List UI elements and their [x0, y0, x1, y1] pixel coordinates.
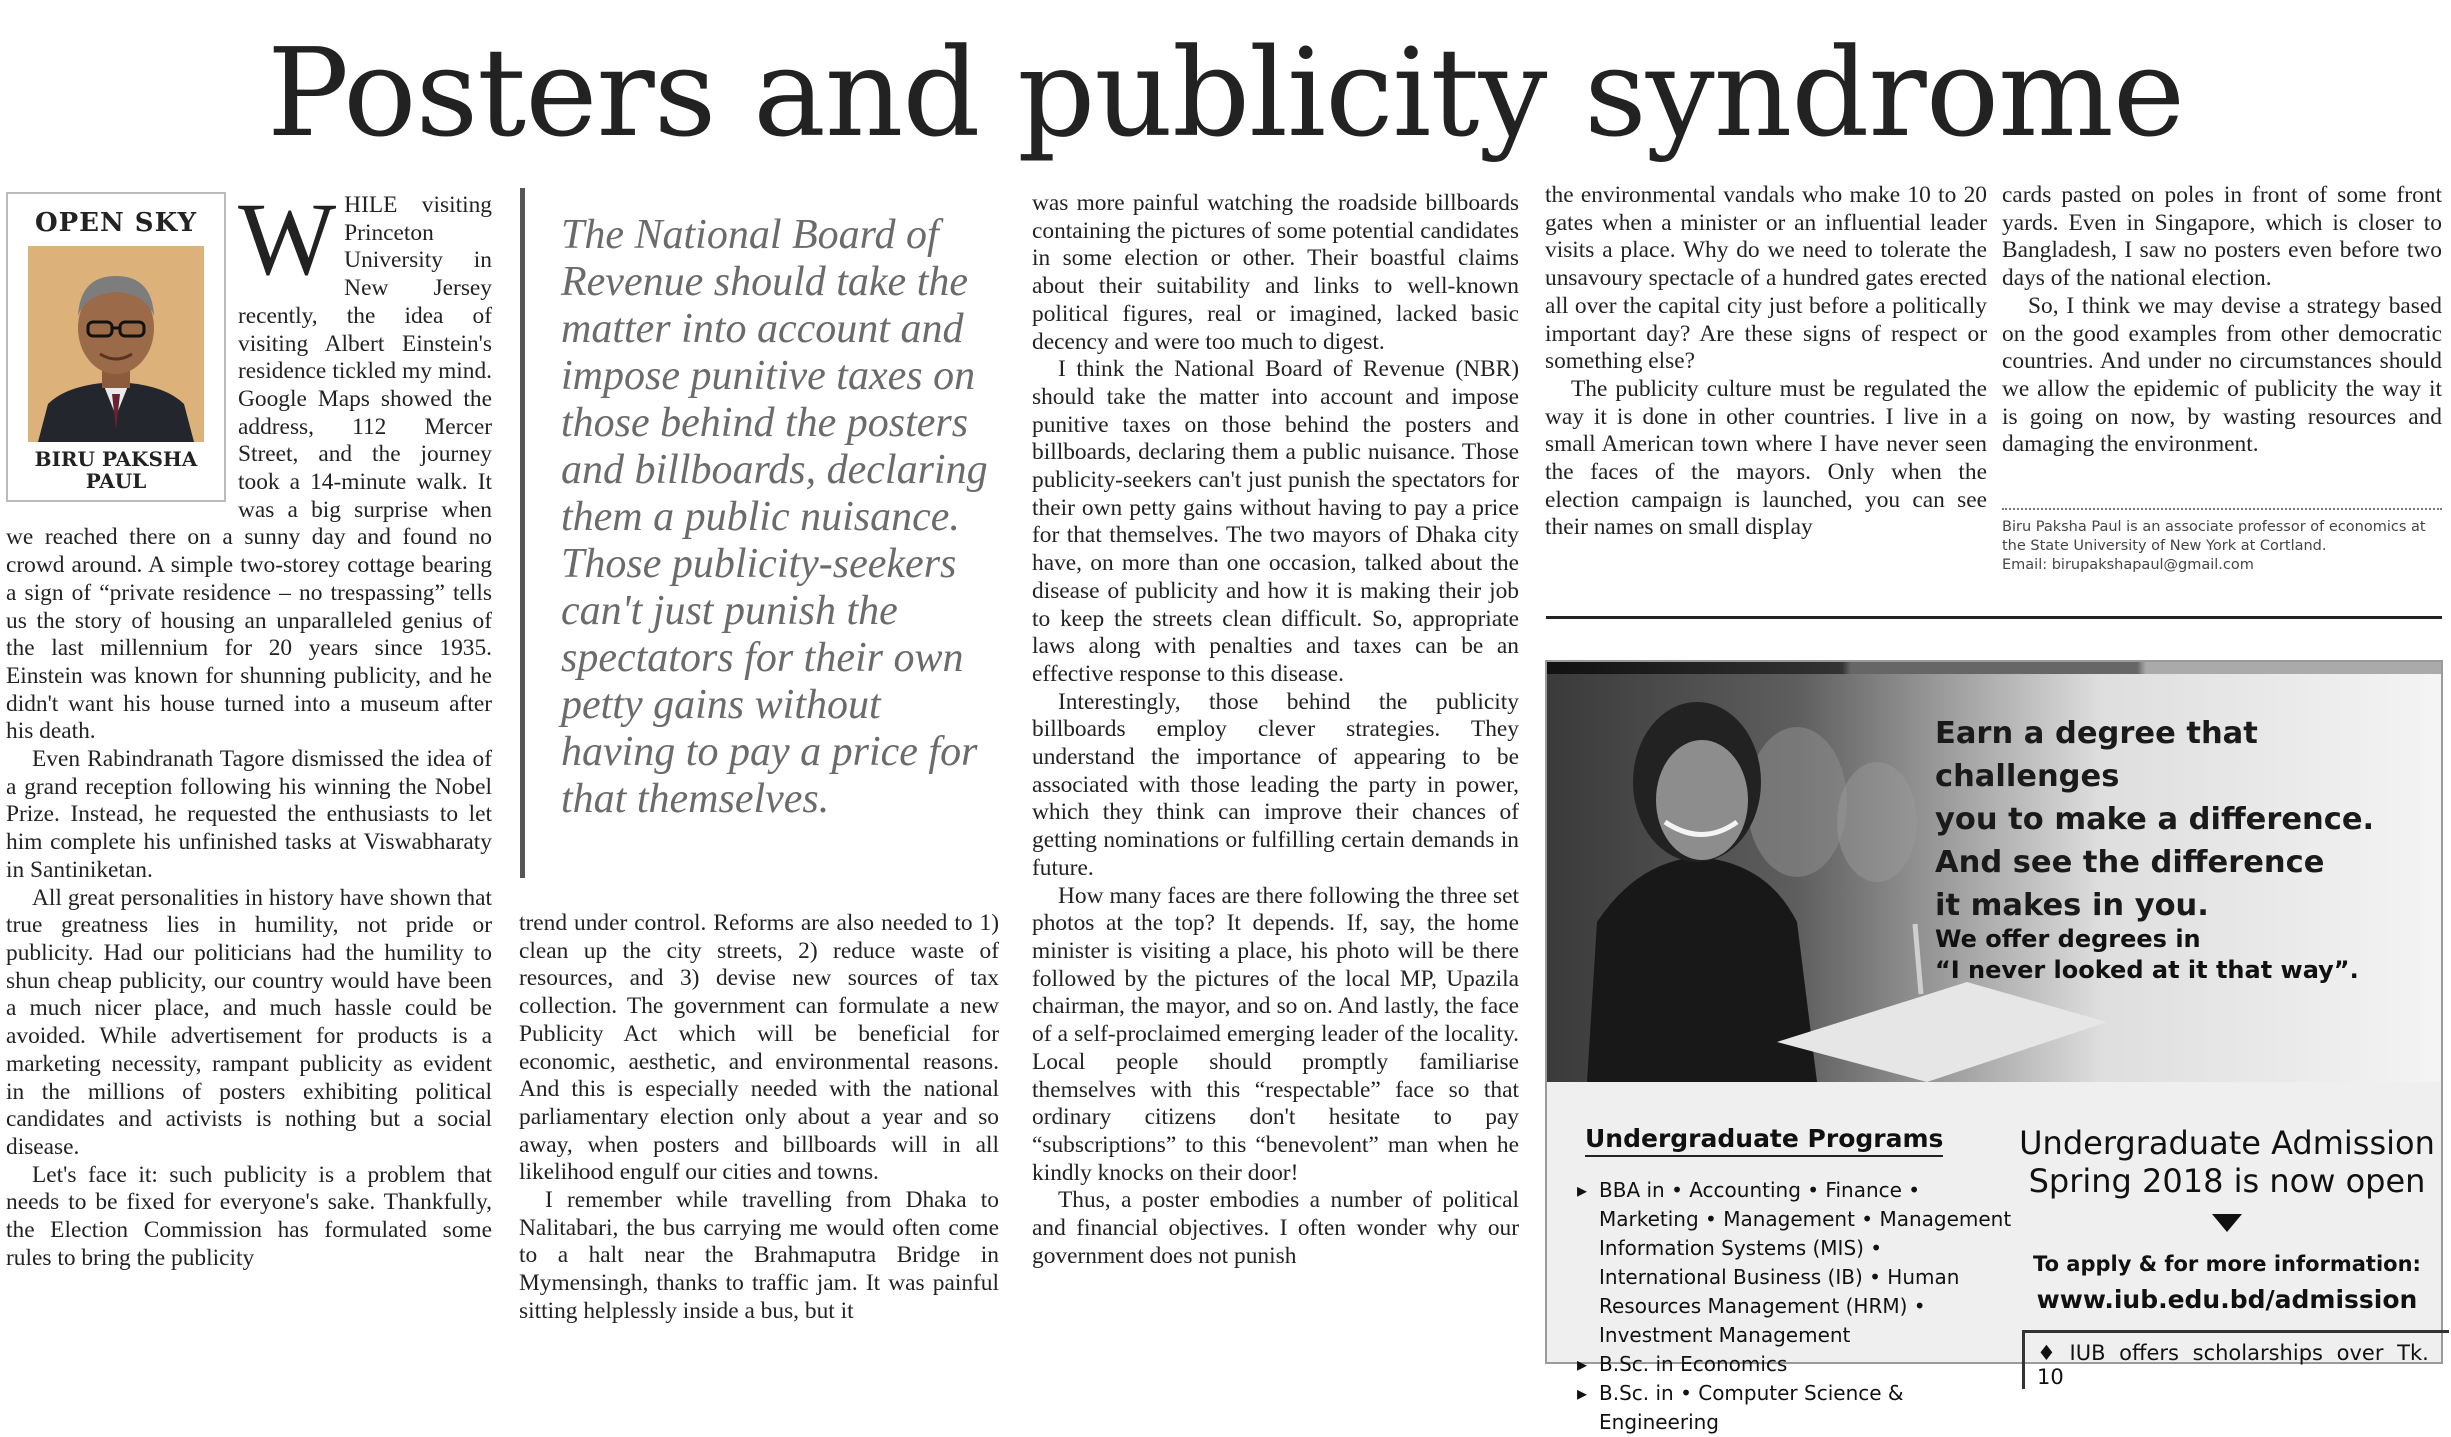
paragraph-14: cards pasted on poles in front of some front yards. Even in Singapore, which is closer to Bangladesh, I saw no posters even before two days of the national election. [2002, 182, 2442, 292]
paragraph-6: I remember while travelling from Dhaka to Nalitabari, the bus carrying me would often come to a halt near the Brahmaputra Bridge in Mymensingh, thanks to traffic jam. It was painful sitting helplessly inside a bus, but it [519, 1187, 999, 1324]
headline: Posters and publicity syndrome [266, 22, 2185, 164]
article-column-3 [1032, 190, 1519, 1364]
paragraph-9: Interestingly, those behind the publicity billboards employ clever strategies. They understand the importance of appearing to be associated with those leading the party in power, which they think can improve their chances of getting nominations or fulfilling certain demands in future. [1032, 688, 1519, 881]
paragraph-7: was more painful watching the roadside billboards containing the pictures of some potential candidates in some election or other. Their boastful claims about their suitability and links to well-known political figures, real or imagined, lacked basic decency and were too much to digest. [1032, 190, 1519, 355]
drop-cap: W [238, 182, 337, 297]
ad-scholarship-box: ♦ IUB offers scholarships over Tk. 10 [2022, 1330, 2449, 1389]
author-bio: Biru Paksha Paul is an associate professor of economics at the State University of New York at Cortland. [2002, 519, 2426, 554]
article-column-5 [2002, 182, 2442, 482]
ad-website-link[interactable]: www.iub.edu.bd/admission [2036, 1285, 2418, 1314]
paragraph-5: trend under control. Reforms are also needed to 1) clean up the city streets, 2) reduce waste of resources, and 3) devise new sources of tax collection. The government can formulate a new Publicity Act which will be beneficial for economic, aesthetic, and environmental reasons. And this is especially needed with the national parliamentary election only about a year and so away, when posters and billboards will in all likelihood engulf our cities and towns. [519, 910, 999, 1186]
paragraph-15: So, I think we may devise a strategy based on the good examples from other democratic countries. And under no circumstances should we allow the epidemic of publicity the way it is going on now, by wasting resources and damaging the environment. [2002, 292, 2442, 458]
pull-quote-text: The National Board of Revenue should take the matter into account and impose punitive taxes on those behind the posters and billboards, declaring them a public nuisance. Those publicity-seekers can't just punish the spectators for their own petty gains without having to pay a price for that themselves. [561, 212, 988, 822]
down-arrow-icon [2212, 1214, 2242, 1232]
article-column-2 [519, 910, 999, 1364]
ad-headline: Earn a degree that challenges you to make a difference. And see the difference it makes in you. [1935, 716, 2375, 923]
article-column-4 [1545, 182, 1987, 582]
paragraph-12: the environmental vandals who make 10 to 20 gates when a minister or an influential leader visits a place. Why do we need to tolerate the unsavoury spectacle of a hundred gates erected all over the capital city just before a politically important day? Are these signs of respect or something else? [1545, 182, 1987, 375]
ad-top-bar [1547, 662, 2441, 674]
ad-programs-list [1577, 1176, 2012, 1437]
author-photo [28, 246, 204, 442]
program-item: ▸ B.Sc. in • Computer Science & Engineering [1577, 1379, 2012, 1437]
paragraph-8: I think the National Board of Revenue (NBR) should take the matter into account and impose punitive taxes on those behind the posters and billboards, declaring them a public nuisance. Those publicity-seekers can't just punish the spectators for their own petty gains without having to pay a price for that themselves. The two mayors of Dhaka city have, on more than one occasion, talked about the disease of publicity and how it is making their job to keep the streets clean difficult. So, appropriate laws along with penalties and taxes can be an effective response to this disease. [1032, 356, 1519, 687]
paragraph-4: Let's face it: such publicity is a problem that needs to be fixed for everyone's sake. Thankfully, the Election Commission has formulated some rules to bring the publicity [6, 1161, 492, 1271]
pull-quote [520, 188, 1000, 878]
advertisement[interactable] [1545, 660, 2443, 1434]
author-name: BIRU PAKSHA PAUL [34, 447, 198, 493]
author-note [2002, 508, 2442, 575]
ad-admission-notice: Undergraduate Admission Spring 2018 is now open [2019, 1124, 2435, 1200]
article-column-1 [6, 182, 492, 1364]
program-item: ▸ BBA in • Accounting • Finance • Marketing • Management • Management Information Systems (MIS) • International Business (IB) • Human Resources Management (HRM) • Investment Management [1577, 1176, 2012, 1350]
ad-programs-title: Undergraduate Programs [1585, 1124, 1943, 1157]
author-portrait-image [28, 246, 204, 442]
paragraph-3: All great personalities in history have shown that true greatness lies in humility, not pride or publicity. Had our politicians had the humility to shun cheap publicity, our country would have been a much nicer place, and much hassle could be avoided. While advertisement for products is a marketing necessity, rampant publicity as evident in the millions of posters exhibiting political candidates and activists is nothing but a social disease. [6, 884, 492, 1160]
byline-box [6, 192, 226, 502]
paragraph-11: Thus, a poster embodies a number of political and financial objectives. I often wonder why our government does not punish [1032, 1187, 1519, 1269]
ad-apply-text: To apply & for more information: [2033, 1252, 2421, 1276]
paragraph-1: WHILE visiting Princeton University in New Jersey recently, the idea of visiting Albert Einstein's residence tickled my mind. Google Maps showed the address, 112 Mercer Street, and the journey took a 14-minute walk. It was a big surprise when we reached there on a sunny day and found no crowd around. A simple two-storey cottage bearing a sign of “private residence – no trespassing” tells us the story of housing an unparalleled genius of the last millennium for 20 years since 1935. Einstein was known for shunning publicity, and he didn't want his house turned into a museum after his death. [6, 182, 492, 745]
paragraph-13: The publicity culture must be regulated the way it is done in other countries. I live in a small American town where I have never seen the faces of the mayors. Only when the election campaign is launched, you can see their names on small display [1545, 375, 1987, 541]
paragraph-10: How many faces are there following the three set photos at the top? It depends. If, say, the home minister is visiting a place, his photo will be there followed by the pictures of the local MP, Upazila chairman, the mayor, and so on. And lastly, the face of a self-proclaimed emerging leader of the locality. Local people should promptly familiarise themselves with this “respectable” face so that ordinary citizens don't hesitate to pay “subscriptions” to this “benevolent” man when he kindly knocks on their door! [1032, 882, 1519, 1186]
author-email: Email: birupakshapaul@gmail.com [2002, 557, 2254, 573]
paragraph-2: Even Rabindranath Tagore dismissed the idea of a grand reception following his winning the Nobel Prize. Instead, he requested the enthusiasts to let him complete his unfinished tasks at Viswabharaty in Santiniketan. [6, 746, 492, 883]
ad-subheadline: We offer degrees in “I never looked at it that way”. [1935, 925, 2359, 984]
column-kicker: OPEN SKY [34, 208, 198, 238]
section-divider [1546, 616, 2442, 619]
program-item: ▸ B.Sc. in Economics [1577, 1350, 2012, 1379]
